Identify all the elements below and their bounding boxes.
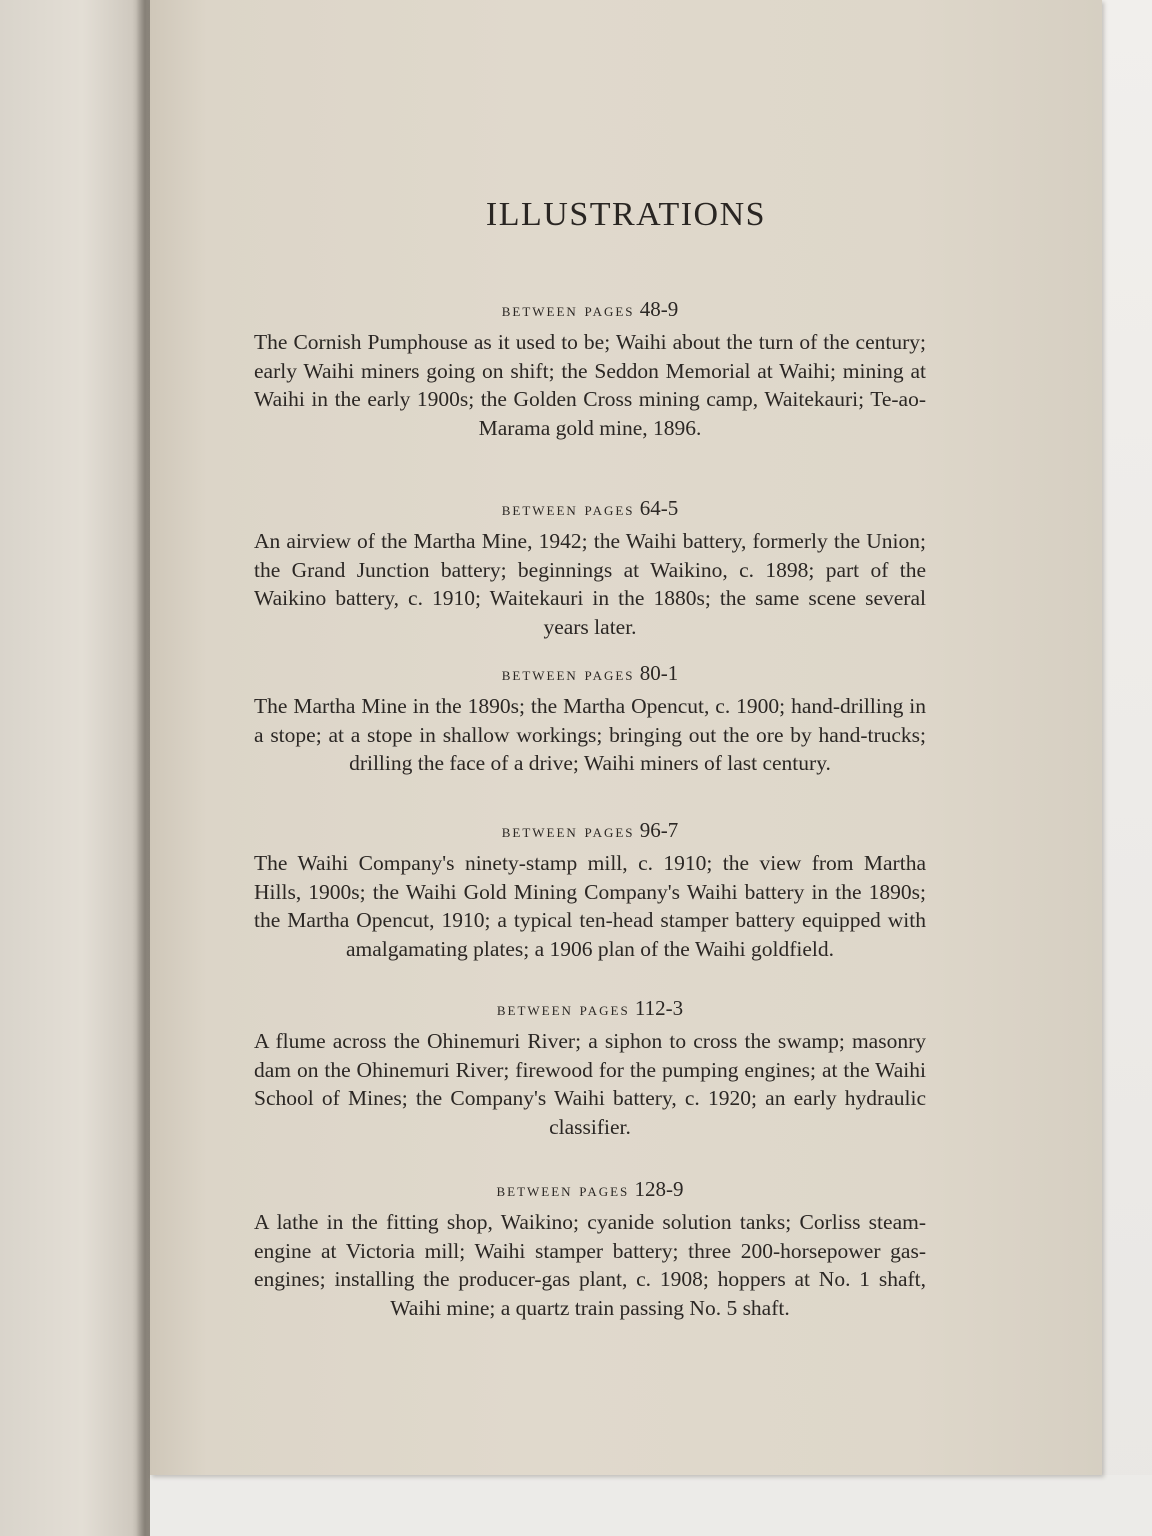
section-text: The Waihi Company's ninety-stamp mill, c. 1910; the view from Martha Hills, 1900s; the Waihi Gold Mining Company's Waihi battery in the 1890s; the Martha Opencut, 1910; a typical ten-head stamper battery equipped with amalgamating plates; a 1906 plan of the Waihi goldfield. — [254, 851, 926, 961]
section-pages: 128-9 — [634, 1177, 684, 1201]
section-heading — [254, 817, 926, 845]
section-text: An airview of the Martha Mine, 1942; the Waihi battery, formerly the Union; the Grand Junction battery; beginnings at Waikino, c. 1898; part of the Waikino battery, c. 1910; Waitekauri in the 1880s; the same scene several years later. — [254, 529, 926, 639]
section-heading — [254, 995, 926, 1023]
page-title: ILLUSTRATIONS — [485, 196, 767, 233]
section-text: The Cornish Pumphouse as it used to be; Waihi about the turn of the century; early Waihi miners going on shift; the Seddon Memorial at Waihi; mining at Waihi in the early 1900s; the Golden Cross mining camp, Waitekauri; Te-ao-Marama gold mine, 1896. — [254, 330, 926, 440]
section-label: between pages — [501, 664, 635, 685]
section-label: between pages — [501, 821, 635, 842]
left-page-edge — [0, 0, 150, 1536]
section-heading — [254, 660, 926, 688]
illustration-section — [254, 1176, 926, 1322]
section-pages: 80-1 — [639, 661, 679, 685]
section-pages: 64-5 — [639, 496, 679, 520]
section-pages: 96-7 — [639, 818, 679, 842]
book-page — [150, 0, 1102, 1475]
illustration-section — [254, 495, 926, 641]
section-text: The Martha Mine in the 1890s; the Martha Opencut, c. 1900; hand-drilling in a stope; at a stope in shallow workings; bringing out the ore by hand-trucks; drilling the face of a drive; Waihi miners of last century. — [254, 694, 926, 775]
section-text: A flume across the Ohinemuri River; a siphon to cross the swamp; masonry dam on the Ohinemuri River; firewood for the pumping engines; at the Waihi School of Mines; the Company's Waihi battery, c. 1920; an early hydraulic classifier. — [254, 1029, 926, 1139]
section-label: between pages — [496, 1180, 630, 1201]
section-text: A lathe in the fitting shop, Waikino; cyanide solution tanks; Corliss steam-engine at Victoria mill; Waihi stamper battery; three 200-horsepower gas-engines; installing the producer-gas plant, c. 1908; hoppers at No. 1 shaft, Waihi mine; a quartz train passing No. 5 shaft. — [254, 1210, 926, 1320]
illustration-section — [254, 817, 926, 963]
section-heading — [254, 495, 926, 523]
illustration-section — [254, 660, 926, 778]
section-pages: 48-9 — [639, 297, 679, 321]
section-heading — [254, 1176, 926, 1204]
section-heading — [254, 296, 926, 324]
section-label: between pages — [501, 499, 635, 520]
illustration-section — [254, 995, 926, 1141]
table-surface — [1102, 0, 1152, 1536]
section-pages: 112-3 — [634, 996, 684, 1020]
section-label: between pages — [501, 300, 635, 321]
section-label: between pages — [496, 999, 630, 1020]
table-surface-bottom — [150, 1475, 1152, 1536]
illustration-section — [254, 296, 926, 442]
